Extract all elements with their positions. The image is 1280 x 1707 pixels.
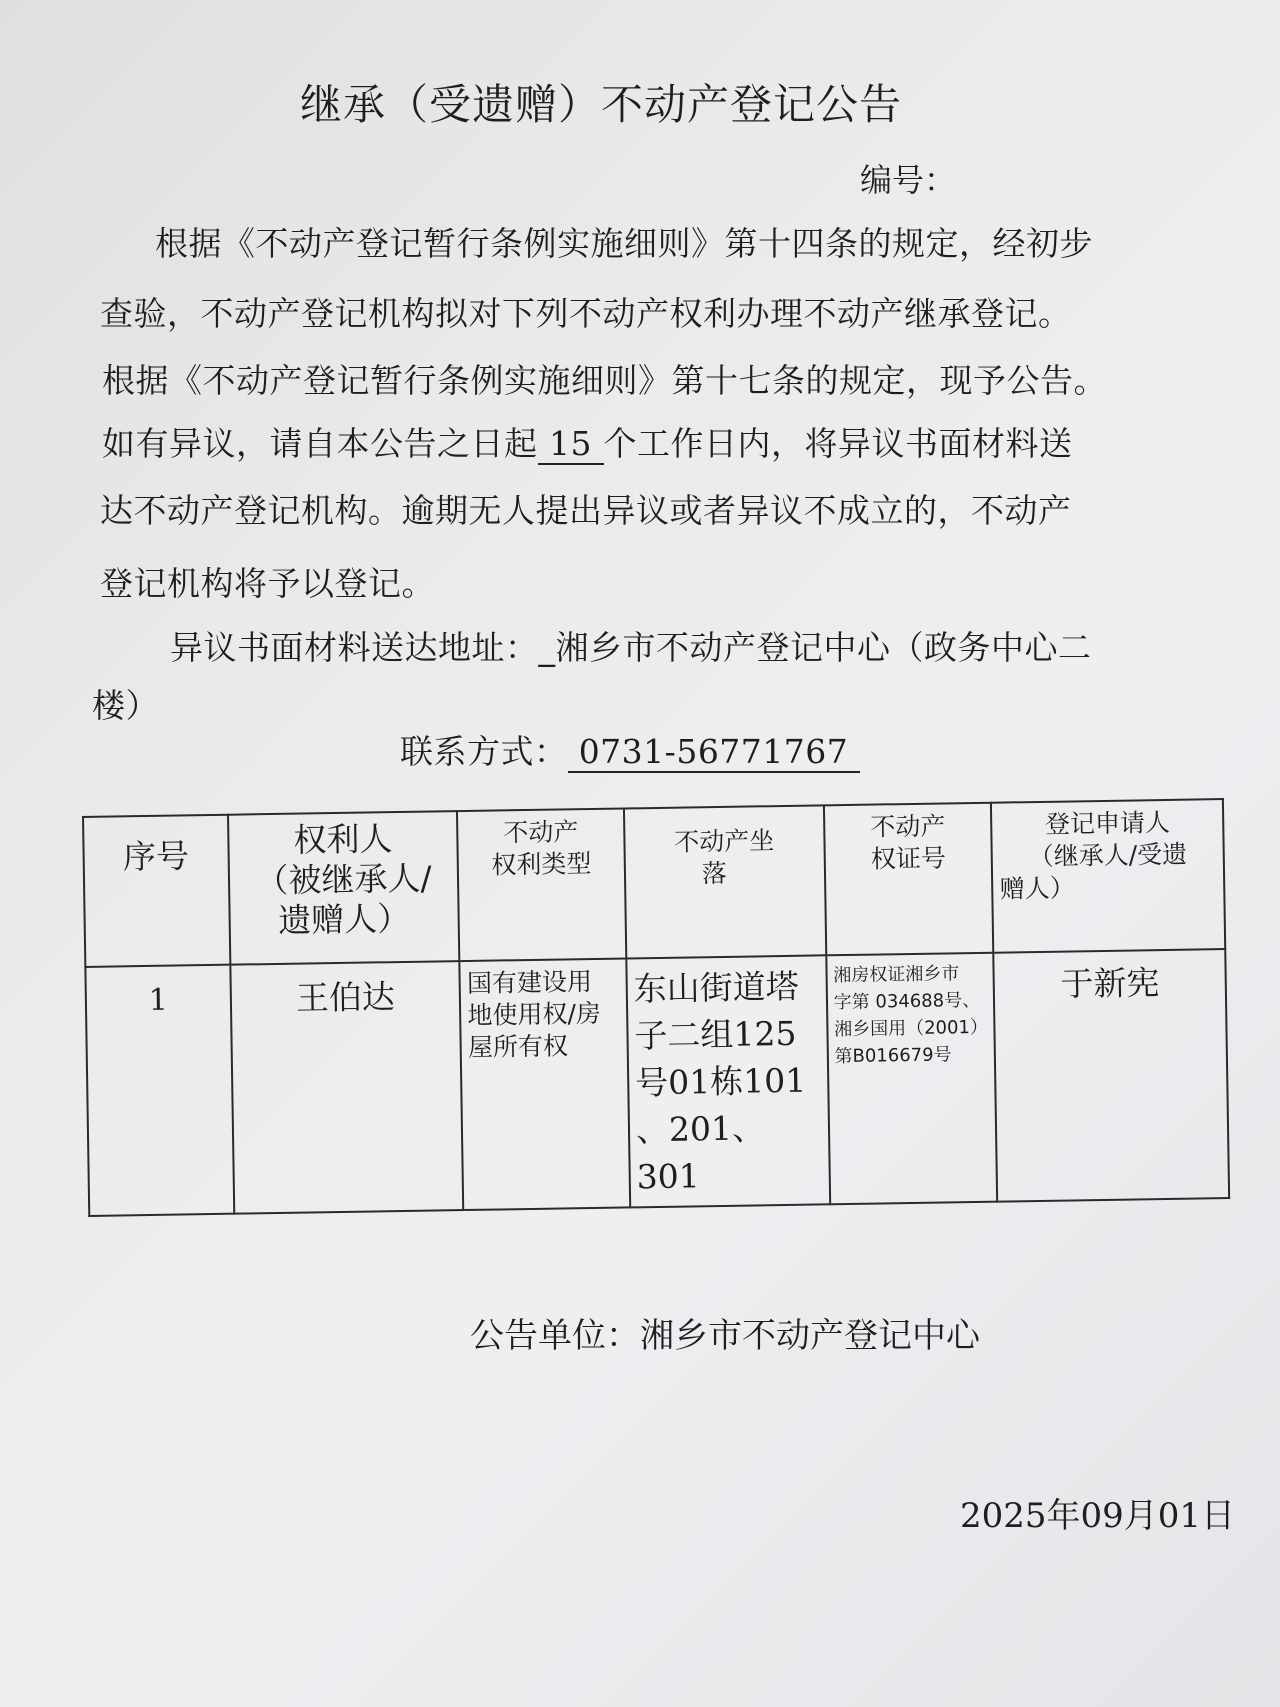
address-label: 异议书面材料送达地址： (170, 628, 539, 667)
body-line-4 (102, 418, 1073, 465)
address-line-1 (170, 622, 1092, 669)
row-type-line1: 国有建设用 (466, 967, 593, 998)
row-location (626, 955, 830, 1207)
row-loc-line1: 东山街道塔 (633, 966, 800, 1009)
table-header-row (83, 799, 1225, 967)
row-cert-line4: 第B016679号 (834, 1044, 952, 1068)
header-location (624, 805, 826, 958)
row-loc-line4: 、201、301 (635, 1108, 766, 1197)
header-owner (228, 811, 460, 965)
address-line-2: 楼） (92, 686, 159, 725)
row-applicant: 于新宪 (994, 949, 1229, 1202)
row-loc-line3: 号01栋101 (634, 1060, 807, 1103)
body-line-5: 达不动产登记机构。逾期无人提出异议或者异议不成立的，不动产 (100, 491, 1072, 530)
header-owner-line2: （被继承人/ (255, 858, 432, 901)
row-no: 1 (85, 965, 234, 1216)
row-type (460, 958, 631, 1210)
days-value: 15 (538, 424, 604, 465)
row-cert (826, 953, 998, 1205)
header-owner-line3: 遗赠人） (277, 898, 411, 940)
header-type-line2: 权利类型 (491, 849, 592, 880)
body-line-2: 查验，不动产登记机构拟对下列不动产权利办理不动产继承登记。 (100, 294, 1072, 333)
body-line-6: 登记机构将予以登记。 (100, 564, 435, 603)
address-value: _湘乡市不动产登记中心（政务中心二 (538, 628, 1092, 667)
header-no: 序号 (83, 815, 230, 967)
row-cert-line3: 湘乡国用（2001） (833, 1016, 989, 1041)
header-applicant (991, 799, 1225, 953)
row-type-line2: 地使用权/房 (467, 998, 602, 1030)
header-applicant-line2: （继承人/受遗 (1028, 839, 1188, 872)
header-loc-line1: 不动产坐 (674, 826, 775, 857)
body-line-4-post: 个工作日内，将异议书面材料送 (603, 424, 1073, 463)
contact-line (400, 726, 860, 773)
body-line-1: 根据《不动产登记暂行条例实施细则》第十四条的规定，经初步 (155, 224, 1093, 263)
header-cert-line1: 不动产 (870, 811, 946, 842)
property-table (82, 798, 1230, 1217)
header-cert (824, 803, 994, 956)
body-line-3: 根据《不动产登记暂行条例实施细则》第十七条的规定，现予公告。 (102, 361, 1107, 400)
contact-phone: 0731-56771767 (568, 732, 860, 773)
row-cert-line1: 湘房权证湘乡市 (833, 963, 960, 987)
header-loc-line2: 落 (701, 858, 728, 889)
header-type-line1: 不动产 (503, 817, 579, 848)
header-owner-line1: 权利人 (293, 819, 393, 860)
number-label: 编号： (860, 161, 957, 199)
contact-label: 联系方式： (400, 732, 568, 771)
row-cert-line2: 字第 034688号、 (833, 989, 981, 1014)
body-line-4-pre: 如有异议，请自本公告之日起 (102, 424, 538, 463)
issuer-line: 公告单位：湘乡市不动产登记中心 (470, 1316, 980, 1356)
header-applicant-line1: 登记申请人 (1044, 807, 1171, 839)
row-owner: 王伯达 (230, 961, 463, 1214)
header-type (457, 808, 626, 961)
table-row (85, 949, 1229, 1216)
header-cert-line2: 权证号 (870, 843, 947, 874)
notice-date: 2025年09月01日 (960, 1496, 1236, 1536)
row-type-line3: 屋所有权 (467, 1031, 569, 1062)
document-title: 继承（受遗赠）不动产登记公告 (300, 80, 903, 129)
header-applicant-line3: 赠人） (999, 873, 1075, 904)
row-loc-line2: 子二组125 (634, 1013, 797, 1056)
